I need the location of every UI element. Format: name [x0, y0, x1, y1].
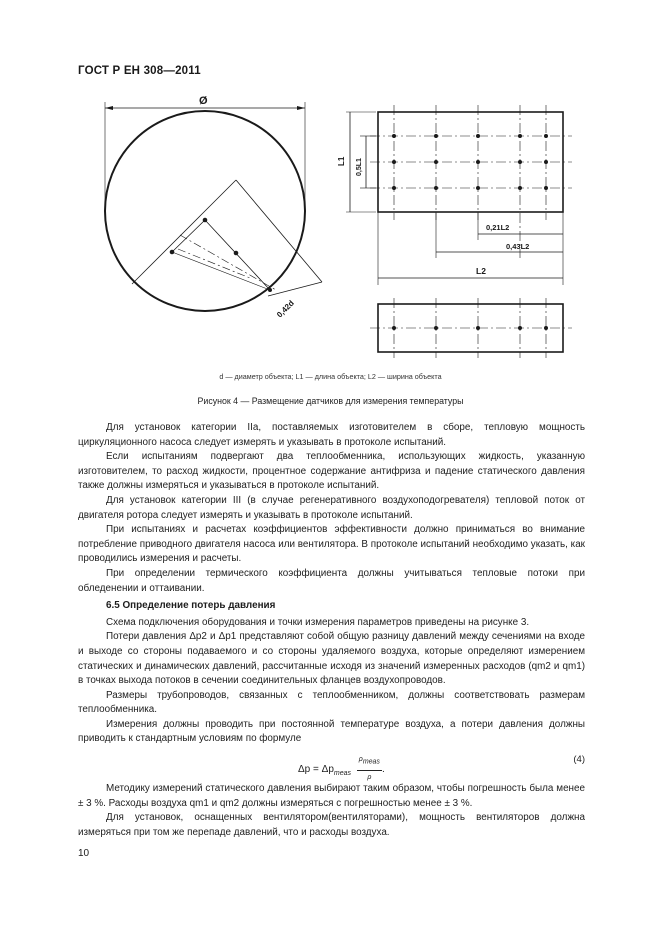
- main-text: [78, 421, 585, 840]
- l1-label: L1: [337, 156, 346, 166]
- l1-half-label: 0,5L1: [356, 158, 363, 176]
- formula-4: [78, 749, 585, 782]
- paragraph: Если испытаниям подвергают два теплообменника, использующих жидкость, указанную изготовителем, то расход жидкости, процентное содержание антифриза и падение статического давления также должны измеряться и указываться в протоколе испытаний.: [78, 451, 585, 492]
- offset-dimension-line: [268, 282, 322, 296]
- paragraph: Для установок категории IIa, поставляемых изготовителем в сборе, тепловую мощность циркуляционного насоса следует измерять и указывать в протоколе испытаний.: [78, 422, 585, 448]
- section-title: 6.5 Определение потерь давления: [106, 600, 276, 612]
- paragraph: Измерения должны проводить при постоянной температуре воздуха, а потери давления должны приводить к стандартным условиям по формуле: [78, 718, 585, 745]
- l2-021-label: 0,21L2: [486, 223, 510, 232]
- figure-4-drawing: [0, 0, 661, 370]
- paragraph: Потери давления Δp2 и Δp1 представляют собой общую разницу давлений между сечениями на входе и выходе со стороны подаваемого и со стороны удаляемого воздуха, которые определяют измерением статических и динамических давлений, рассчитанные исходя из значений измеренных расходов (qm2 и qm1) в точках выхода потоков в сечении соединительных фланцев воздухопроводов.: [78, 631, 585, 687]
- paragraph: Размеры трубопроводов, связанных с теплообменником, должны соответствовать размерам теплообменника.: [78, 689, 585, 716]
- formula-expression: $\Delta p = \Delta p_{meas}$ $\frac{\rho_{meas}}{\rho}$ .: [298, 753, 385, 786]
- offset-label: 0,42d: [275, 298, 296, 320]
- diameter-label: Ø: [199, 95, 208, 107]
- paragraph: Для установок, оснащенных вентилятором(вентиляторами), мощность вентиляторов должна измеряться при том же перепаде давлений, что и расходы воздуха.: [78, 812, 585, 838]
- figure-legend: d — диаметр объекта; L1 — длина объекта; L2 — ширина объекта: [219, 372, 442, 381]
- l2-043-label: 0,43L2: [506, 242, 530, 251]
- page-number: 10: [78, 848, 90, 859]
- paragraph: При испытаниях и расчетах коэффициентов эффективности должно приниматься во внимание потребление приводного двигателя насоса или вентилятора. В протоколе испытаний необходимо указать, как проводились измерения и расчеты.: [78, 524, 585, 565]
- l2-label: L2: [476, 266, 486, 276]
- paragraph: При определении термического коэффициента должны учитываться тепловые потоки при обледенении и оттаивании.: [78, 567, 585, 594]
- document-header: ГОСТ Р ЕН 308—2011: [78, 65, 201, 77]
- paragraph: Для установок категории III (в случае регенеративного воздухоподогревателя) тепловой поток от двигателя ротора следует измерять и указывать в протоколе испытаний.: [78, 494, 585, 521]
- formula-fraction: $\frac{\rho_{meas}}{\rho}$: [357, 753, 382, 786]
- formula-number: (4): [573, 754, 585, 766]
- paragraph: Методику измерений статического давления выбирают таким образом, чтобы погрешность была менее ± 3 %. Расходы воздуха qm1 и qm2 должны измеряться с погрешностью менее ± 3 %.: [78, 783, 585, 809]
- figure-caption: Рисунок 4 — Размещение датчиков для измерения температуры: [197, 396, 464, 406]
- paragraph: Схема подключения оборудования и точки измерения параметров приведены на рисунке 3.: [106, 616, 530, 628]
